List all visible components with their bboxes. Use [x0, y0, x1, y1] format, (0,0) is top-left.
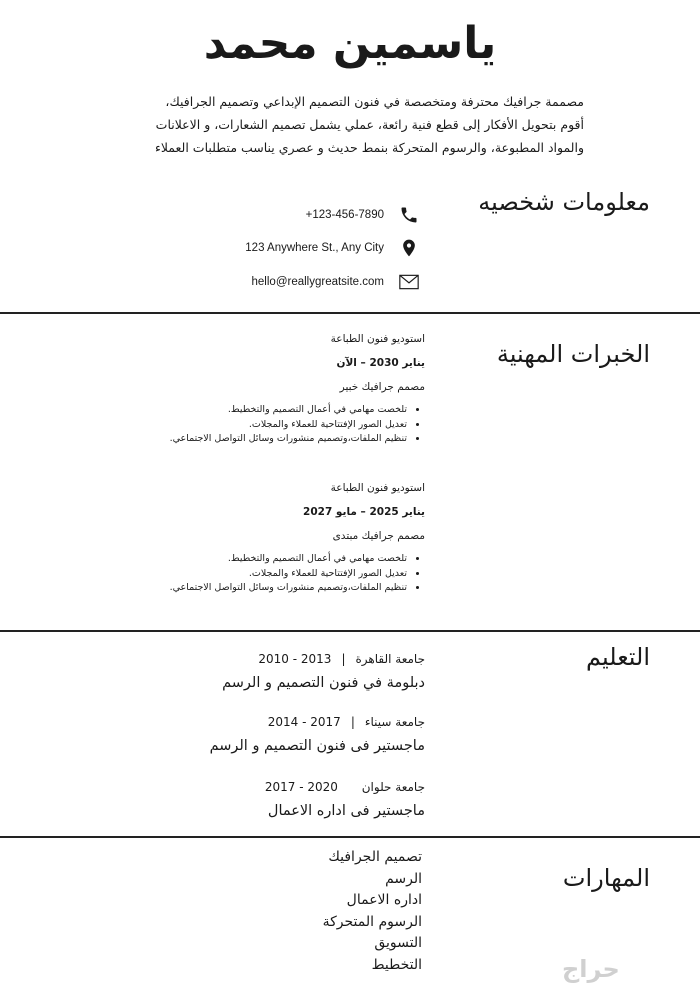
- school-name: جامعة سيناء: [364, 715, 425, 729]
- school-name: جامعة حلوان: [361, 780, 425, 794]
- job-entry: [125, 331, 425, 447]
- contact-phone-row: [306, 204, 420, 226]
- education-degree: دبلومة في فنون التصميم و الرسم: [222, 675, 425, 691]
- job-bullet: • تنظيم الملفات،وتصميم منشورات وسائل التواصل الاجتماعي.: [125, 432, 407, 447]
- education-section-title: التعليم: [586, 643, 650, 671]
- education-years: 2017 - 2020: [264, 780, 338, 794]
- education-school-line: [265, 779, 425, 795]
- experience-section-title: الخبرات المهنية: [496, 340, 650, 368]
- job-bullets: [125, 403, 425, 447]
- skill-item: التخطيط: [371, 956, 422, 973]
- watermark-logo: حراج: [562, 955, 620, 983]
- contact-section-title: معلومات شخصيه: [478, 188, 650, 216]
- education-entry: [265, 779, 425, 821]
- summary-line: والمواد المطبوعة، والرسوم المتحركة بنمط حديث و عصري يناسب متطلبات العملاء: [154, 140, 584, 155]
- phone-number: +123-456-7890: [305, 209, 384, 221]
- section-divider: [0, 836, 700, 838]
- phone-icon: [398, 204, 420, 226]
- address-text: 123 Anywhere St., Any City: [245, 242, 384, 254]
- job-bullet: • تعديل الصور الإفتتاحية للعملاء والمجلات.: [125, 567, 407, 582]
- skills-section-title: المهارات: [562, 864, 650, 892]
- job-bullet: • تعديل الصور الإفتتاحية للعملاء والمجلات.: [125, 418, 407, 433]
- skill-item: اداره الاعمال: [346, 892, 422, 908]
- education-school-line: [210, 714, 425, 730]
- section-divider: [0, 312, 700, 314]
- education-school-line: [222, 651, 425, 667]
- location-pin-icon: [398, 237, 420, 259]
- skill-item: الرسم: [385, 870, 422, 887]
- job-company: استوديو فنون الطباعة: [330, 482, 425, 494]
- job-company: استوديو فنون الطباعة: [330, 333, 425, 345]
- job-bullet: • تنظيم الملفات،وتصميم منشورات وسائل التواصل الاجتماعي.: [125, 581, 407, 596]
- separator: [348, 780, 352, 794]
- education-degree: ماجستير فى فنون التصميم و الرسم: [209, 738, 425, 754]
- summary-line: أقوم بتحويل الأفكار إلى قطع فنية رائعة، عملي يشمل تصميم الشعارات، و الاعلانات: [155, 117, 584, 132]
- separator: |: [341, 652, 346, 666]
- skills-list: [323, 847, 422, 976]
- contact-address-row: [245, 237, 420, 259]
- job-dates: يناير 2025 – مايو 2027: [303, 506, 425, 518]
- education-years: 2014 - 2017: [267, 715, 341, 729]
- email-address: hello@reallygreatsite.com: [251, 276, 384, 288]
- skill-item: الرسوم المتحركة: [322, 913, 422, 930]
- candidate-name: ياسمين محمد: [203, 18, 497, 69]
- school-name: جامعة القاهرة: [355, 652, 425, 666]
- profile-summary: [64, 90, 584, 159]
- job-bullet: • تلخصت مهامي في أعمال التصميم والتخطيط.: [125, 403, 407, 418]
- job-role: مصمم جرافيك مبتدى: [332, 530, 425, 542]
- job-entry: [125, 480, 425, 596]
- education-degree: ماجستير فى اداره الاعمال: [267, 803, 425, 819]
- separator: |: [350, 715, 355, 729]
- education-entry: [210, 714, 425, 756]
- section-divider: [0, 630, 700, 632]
- envelope-icon: [398, 271, 420, 293]
- contact-email-row: [252, 271, 420, 293]
- job-dates: يناير 2030 – الآن: [336, 357, 425, 369]
- job-bullet: • تلخصت مهامي في أعمال التصميم والتخطيط.: [125, 552, 407, 567]
- job-bullets: [125, 552, 425, 596]
- education-years: 2010 - 2013: [258, 652, 332, 666]
- summary-line: مصممة جرافيك محترفة ومتخصصة في فنون التصميم الإبداعي وتصميم الجرافيك،: [165, 94, 584, 109]
- skill-item: التسويق: [374, 935, 422, 951]
- skill-item: تصميم الجرافيك: [328, 849, 422, 865]
- education-entry: [222, 651, 425, 693]
- job-role: مصمم جرافيك خبير: [339, 381, 425, 393]
